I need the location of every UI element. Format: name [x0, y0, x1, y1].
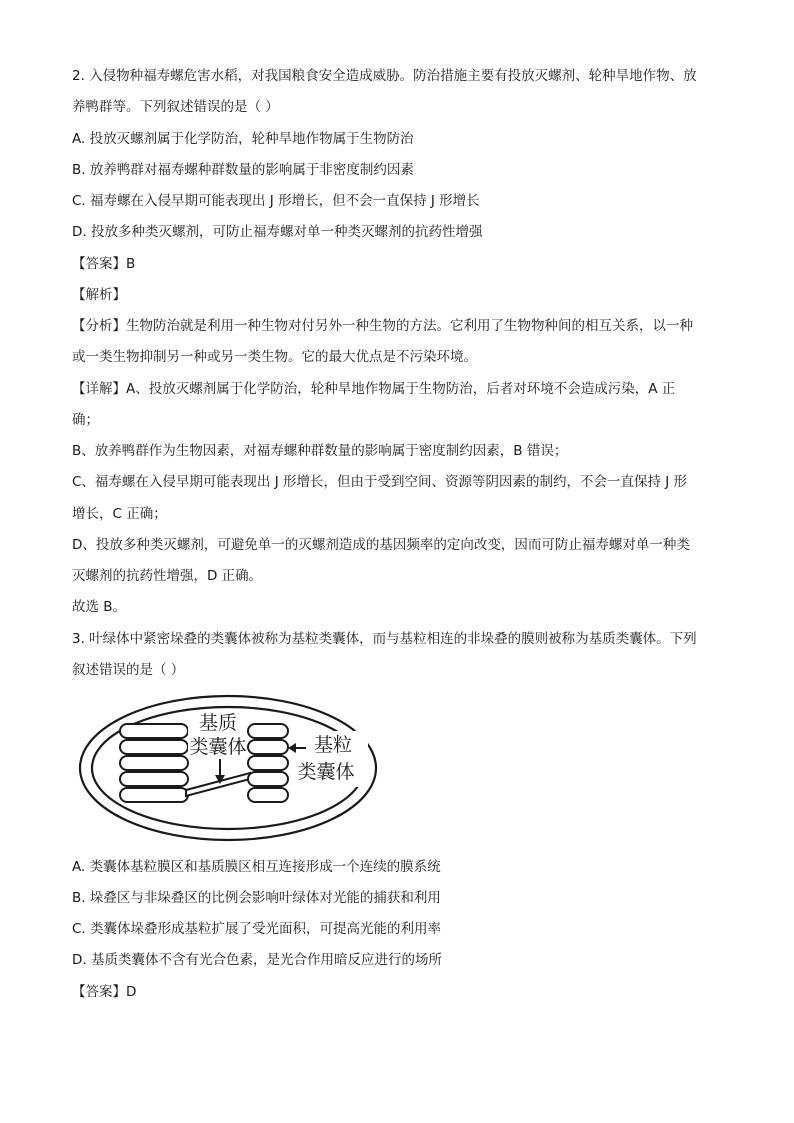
q2-analysis-line: 【分析】生物防治就是利用一种生物对付另外一种生物的方法。它利用了生物物种间的相互关系，以一种	[72, 318, 693, 334]
label-grana-thylakoid-line2: 类囊体	[297, 761, 355, 783]
grana-disc	[120, 756, 188, 770]
q2-analysis-line: 故选 B。	[72, 599, 127, 615]
grana-disc	[248, 756, 288, 770]
granum-left	[120, 724, 188, 802]
grana-disc	[120, 724, 188, 738]
label-grana-thylakoid-line1: 基粒	[313, 734, 353, 756]
grana-disc	[248, 788, 288, 802]
q2-option-a: A. 投放灭螺剂属于化学防治，轮种旱地作物属于生物防治	[72, 131, 414, 147]
q2-option-d: D. 投放多种类灭螺剂，可防止福寿螺对单一种类灭螺剂的抗药性增强	[72, 224, 483, 240]
q2-option-c: C. 福寿螺在入侵早期可能表现出 J 形增长，但不会一直保持 J 形增长	[72, 193, 480, 209]
q3-option-a: A. 类囊体基粒膜区和基质膜区相互连接形成一个连续的膜系统	[72, 859, 441, 875]
q2-analysis-line: C、福寿螺在入侵早期可能表现出 J 形增长，但由于受到空间、资源等阴因素的制约，不会一直保持 J 形	[72, 474, 688, 490]
granum-right	[248, 724, 288, 802]
q2-stem-line-2: 养鸭群等。下列叙述错误的是（ ）	[72, 99, 279, 115]
q2-analysis-line: 【详解】A、投放灭螺剂属于化学防治，轮种旱地作物属于生物防治，后者对环境不会造成污染，A 正	[72, 381, 676, 397]
q2-option-b: B. 放养鸭群对福寿螺种群数量的影响属于非密度制约因素	[72, 162, 414, 178]
q3-stem-line-2: 叙述错误的是（ ）	[72, 662, 185, 678]
q2-analysis-line: 增长，C 正确；	[72, 506, 167, 522]
grana-disc	[120, 788, 188, 802]
grana-disc	[248, 772, 288, 786]
q3-option-d: D. 基质类囊体不含有光合色素，是光合作用暗反应进行的场所	[72, 952, 442, 968]
q2-analysis-line: 确；	[72, 412, 99, 428]
q2-analysis-line: 灭螺剂的抗药性增强，D 正确。	[72, 568, 263, 584]
q3-stem-line-1: 3. 叶绿体中紧密垛叠的类囊体被称为基粒类囊体，而与基粒相连的非垛叠的膜则被称为基质类囊体。下列	[72, 631, 697, 647]
q2-analysis-line: 或一类生物抑制另一种或另一类生物。它的最大优点是不污染环境。	[72, 349, 477, 365]
q3-answer: 【答案】D	[72, 984, 137, 1000]
grana-disc	[248, 740, 288, 754]
grana-disc	[248, 724, 288, 738]
q2-analysis-line: B、放养鸭群作为生物因素，对福寿螺种群数量的影响属于密度制约因素，B 错误；	[72, 443, 568, 459]
grana-disc	[120, 772, 188, 786]
q2-analysis-heading: 【解析】	[72, 287, 126, 303]
q3-option-c: C. 类囊体垛叠形成基粒扩展了受光面积，可提高光能的利用率	[72, 921, 442, 937]
label-stroma-thylakoid-line2: 类囊体	[189, 736, 247, 758]
q2-analysis-line: D、投放多种类灭螺剂，可避免单一的灭螺剂造成的基因频率的定向改变，因而可防止福寿螺对单一种类	[72, 537, 690, 553]
grana-disc	[120, 740, 188, 754]
q2-answer: 【答案】B	[72, 256, 136, 272]
q3-option-b: B. 垛叠区与非垛叠区的比例会影响叶绿体对光能的捕获和利用	[72, 890, 441, 906]
q2-stem-line-1: 2. 入侵物种福寿螺危害水稻，对我国粮食安全造成威胁。防治措施主要有投放灭螺剂、轮种旱地作物、放	[72, 68, 697, 84]
label-stroma-thylakoid-line1: 基质	[198, 712, 238, 734]
chloroplast-diagram	[78, 693, 378, 843]
